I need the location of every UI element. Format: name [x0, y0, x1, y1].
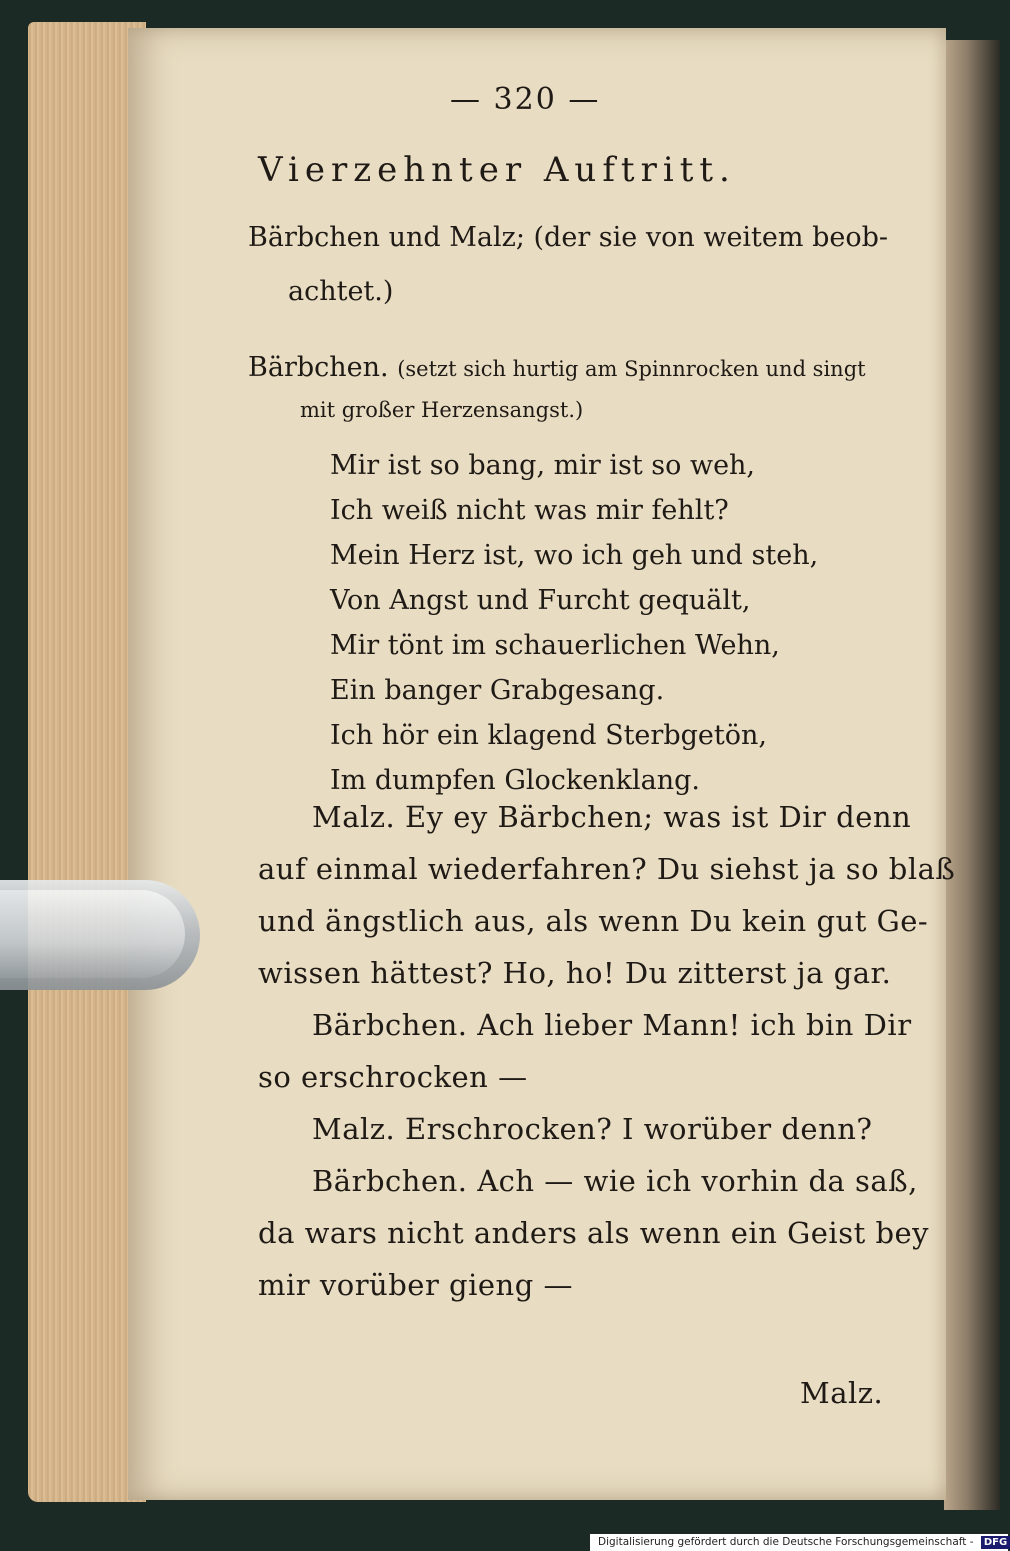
- dialogue-line: Bärbchen. Ach — wie ich vorhin da saß,: [312, 1164, 918, 1198]
- verse-line: Von Angst und Furcht gequält,: [330, 585, 751, 616]
- dfg-logo: DFG: [981, 1536, 1010, 1549]
- dialogue-line: und ängstlich aus, als wenn Du kein gut Ge-: [258, 904, 929, 938]
- verse-line: Mir tönt im schauerlichen Wehn,: [330, 630, 780, 661]
- catchword: Malz.: [800, 1376, 884, 1410]
- speaker-intro-line-2: mit großer Herzensangst.): [300, 398, 584, 422]
- speaker-name: Bärbchen.: [248, 352, 389, 383]
- verse-line: Ein banger Grabgesang.: [330, 675, 665, 706]
- dialogue-line: da wars nicht anders als wenn ein Geist bey: [258, 1216, 930, 1250]
- dialogue-line: auf einmal wiederfahren? Du siehst ja so blaß: [258, 852, 956, 886]
- page-clip-highlight: [0, 890, 185, 978]
- dialogue-line: Bärbchen. Ach lieber Mann! ich bin Dir: [312, 1008, 912, 1042]
- digitization-footer: [590, 1534, 1008, 1551]
- verse-line: Im dumpfen Glockenklang.: [330, 765, 701, 796]
- page-number: — 320 —: [450, 82, 601, 117]
- facing-page-edge: [944, 40, 1000, 1510]
- verse-line: Mein Herz ist, wo ich geh und steh,: [330, 540, 819, 571]
- footer-text: Digitalisierung gefördert durch die Deutsche Forschungsgemeinschaft -: [598, 1536, 974, 1548]
- verse-line: Ich hör ein klagend Sterbgetön,: [330, 720, 767, 751]
- speaker-direction: (setzt sich hurtig am Spinnrocken und singt: [397, 357, 866, 381]
- dialogue-line: wissen hättest? Ho, ho! Du zitterst ja gar.: [258, 956, 892, 990]
- verse-line: Ich weiß nicht was mir fehlt?: [330, 495, 729, 526]
- stage-direction-line-2: achtet.): [288, 276, 394, 307]
- dialogue-line: so erschrocken —: [258, 1060, 528, 1094]
- scene-heading: Vierzehnter Auftritt.: [258, 150, 736, 190]
- verse-line: Mir ist so bang, mir ist so weh,: [330, 450, 756, 481]
- dialogue-line: Malz. Erschrocken? I worüber denn?: [312, 1112, 873, 1146]
- dialogue-line: mir vorüber gieng —: [258, 1268, 574, 1302]
- dialogue-line: Malz. Ey ey Bärbchen; was ist Dir denn: [312, 800, 912, 834]
- page-clip: [0, 880, 200, 990]
- stage-direction-line-1: Bärbchen und Malz; (der sie von weitem beob-: [248, 222, 888, 253]
- speaker-intro-line-1: [248, 352, 866, 383]
